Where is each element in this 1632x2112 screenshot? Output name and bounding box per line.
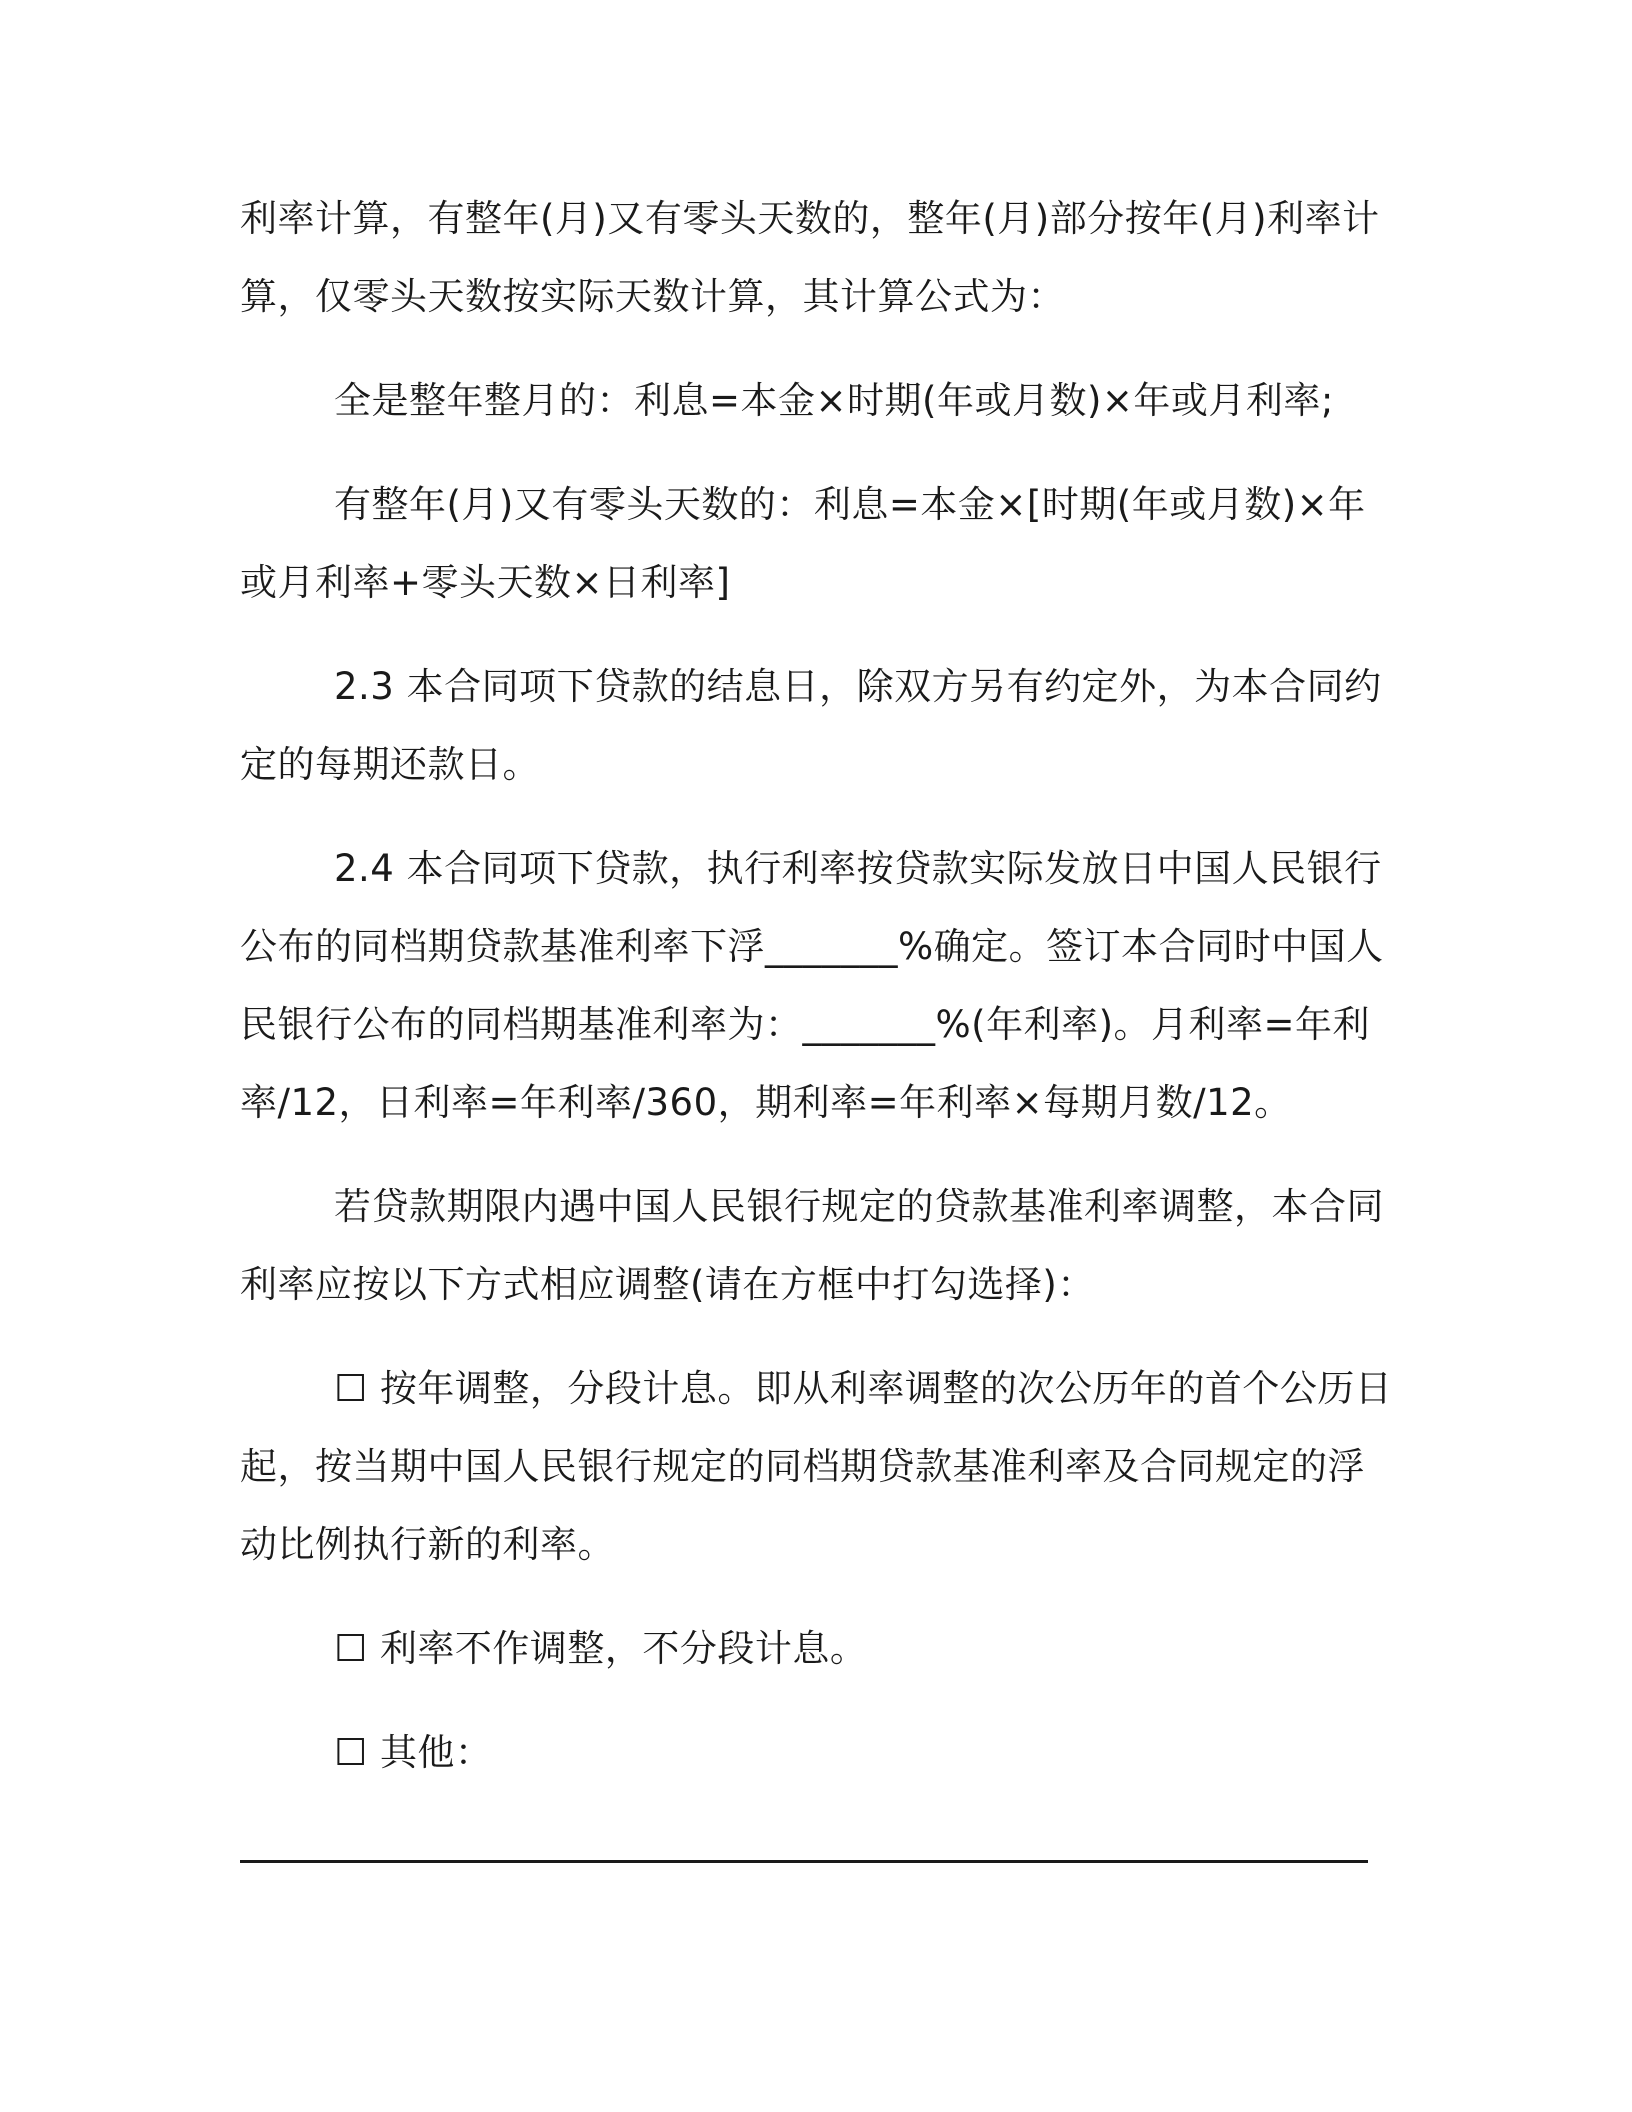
checkbox-annual-adjustment[interactable]: ☐ (334, 1367, 368, 1410)
fill-in-blank-line[interactable] (240, 1860, 1368, 1863)
formula-with-odd-days: 有整年(月)又有零头天数的：利息=本金×[时期(年或月数)×年或月利率+零头天数×日利率] (240, 483, 1366, 604)
option-other (240, 1714, 1400, 1792)
clause-2-3: 2.3 本合同项下贷款的结息日，除双方另有约定外，为本合同约定的每期还款日。 (240, 665, 1382, 786)
rate-adjustment-intro: 若贷款期限内遇中国人民银行规定的贷款基准利率调整，本合同利率应按以下方式相应调整(请在方框中打勾选择)： (240, 1185, 1384, 1306)
option-annual-adjustment-text: 按年调整，分段计息。即从利率调整的次公历年的首个公历日起，按当期中国人民银行规定的同档期贷款基准利率及合同规定的浮动比例执行新的利率。 (240, 1367, 1393, 1566)
document-body (240, 180, 1400, 1818)
option-no-adjustment (240, 1610, 1400, 1688)
paragraph-interest-calculation: 利率计算，有整年(月)又有零头天数的，整年(月)部分按年(月)利率计算，仅零头天数按实际天数计算，其计算公式为： (240, 197, 1380, 318)
option-other-text: 其他： (379, 1731, 493, 1774)
option-no-adjustment-text: 利率不作调整，不分段计息。 (379, 1627, 868, 1670)
checkbox-no-adjustment[interactable]: ☐ (334, 1627, 368, 1670)
formula-whole-years: 全是整年整月的：利息=本金×时期(年或月数)×年或月利率; (334, 379, 1334, 422)
clause-2-4: 2.4 本合同项下贷款，执行利率按贷款实际发放日中国人民银行公布的同档期贷款基准利率下浮_______%确定。签订本合同时中国人民银行公布的同档期基准利率为：_______%(年利率)。月利率=年利率/12，日利率=年利率/360，期利率=年利率×每期月数/12。 (240, 847, 1384, 1124)
checkbox-other[interactable]: ☐ (334, 1731, 368, 1774)
option-annual-adjustment (240, 1350, 1400, 1584)
